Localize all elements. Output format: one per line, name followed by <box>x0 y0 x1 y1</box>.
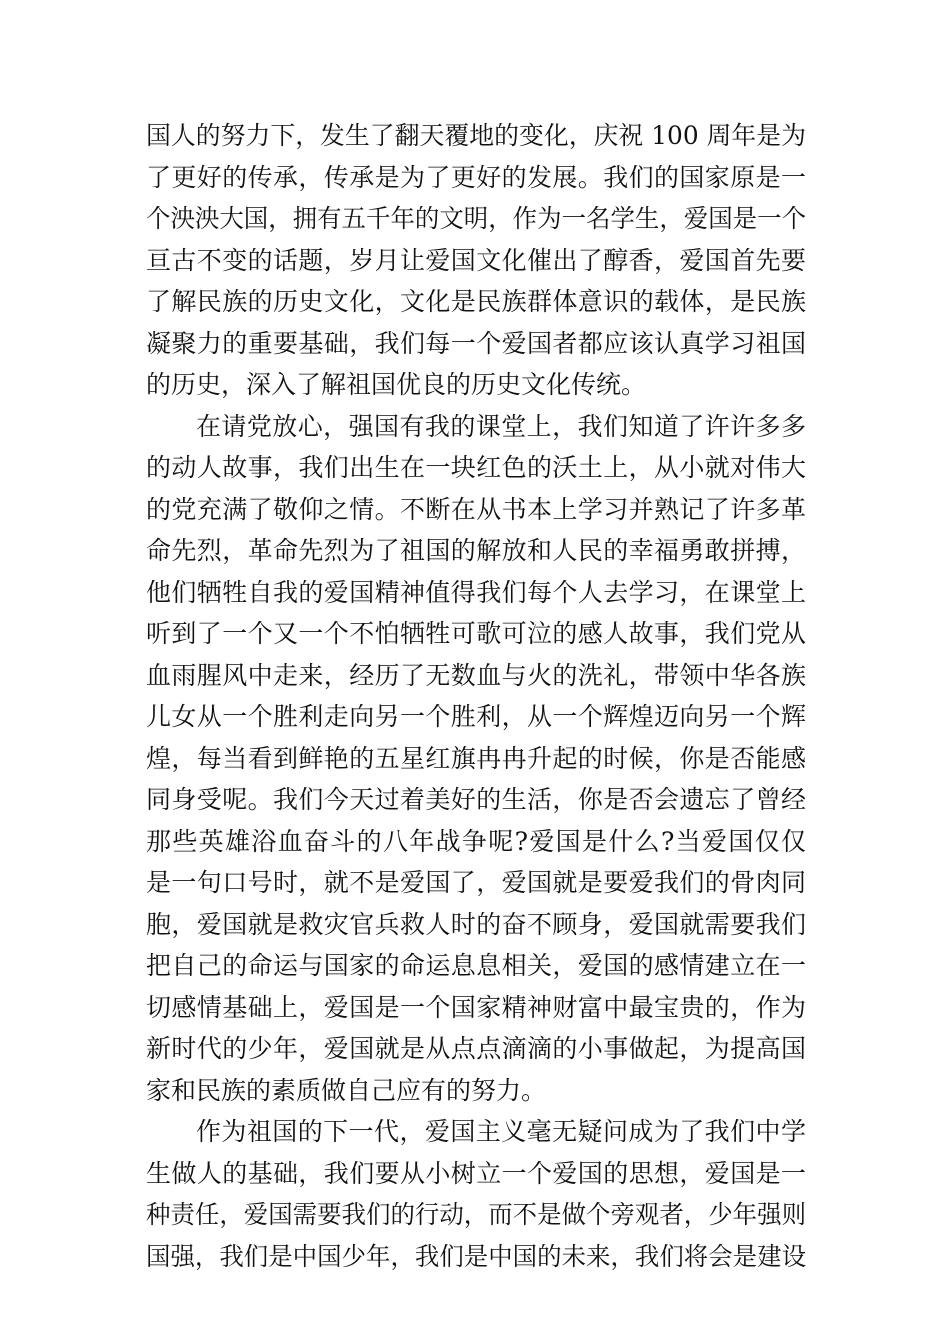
text-line: 国人的努力下，发生了翻天覆地的变化，庆祝 100 周年是为 <box>146 121 807 150</box>
text-line: 他们牺牲自我的爱国精神值得我们每个人去学习，在课堂上 <box>146 577 806 607</box>
text-line: 胞，爱国就是救灾官兵救人时的奋不顾身，爱国就需要我们 <box>146 909 806 939</box>
text-line: 家和民族的素质做自己应有的努力。 <box>146 1075 547 1105</box>
text-line: 的动人故事，我们出生在一块红色的沃土上，从小就对伟大 <box>146 453 806 482</box>
body-text <box>146 115 806 1277</box>
text-line: 血雨腥风中走来，经历了无数血与火的洗礼，带领中华各族 <box>146 660 806 690</box>
text-line: 是一句口号时，就不是爱国了，爱国就是要爱我们的骨肉同 <box>146 868 806 897</box>
text-line: 命先烈，革命先烈为了祖国的解放和人民的幸福勇敢拼搏， <box>146 536 806 565</box>
text-line: 凝聚力的重要基础，我们每一个爱国者都应该认真学习祖国 <box>146 328 806 358</box>
text-line: 了解民族的历史文化，文化是民族群体意识的载体，是民族 <box>146 287 806 316</box>
paragraph-first-line: 作为祖国的下一代，爱国主义毫无疑问成为了我们中学 <box>196 1117 806 1146</box>
text-line: 亘古不变的话题，岁月让爱国文化催出了醇香，爱国首先要 <box>146 245 806 275</box>
paragraph-first-line: 在请党放心，强国有我的课堂上，我们知道了许许多多 <box>196 411 806 441</box>
text-line: 听到了一个又一个不怕牺牲可歌可泣的感人故事，我们党从 <box>146 619 806 648</box>
text-line: 个泱泱大国，拥有五千年的文明，作为一名学生，爱国是一个 <box>146 204 807 233</box>
text-line: 同身受呢。我们今天过着美好的生活，你是否会遗忘了曾经 <box>146 785 806 814</box>
text-line: 儿女从一个胜利走向另一个胜利，从一个辉煌迈向另一个辉 <box>146 702 806 731</box>
text-line: 生做人的基础，我们要从小树立一个爱国的思想，爱国是一 <box>146 1158 806 1188</box>
text-line: 那些英雄浴血奋斗的八年战争呢?爱国是什么?当爱国仅仅 <box>146 826 806 856</box>
text-line: 切感情基础上，爱国是一个国家精神财富中最宝贵的，作为 <box>146 992 806 1022</box>
text-line: 的历史，深入了解祖国优良的历史文化传统。 <box>146 370 647 399</box>
text-line: 煌，每当看到鲜艳的五星红旗冉冉升起的时候，你是否能感 <box>146 743 806 773</box>
text-line: 的党充满了敬仰之情。不断在从书本上学习并熟记了许多革 <box>146 494 806 524</box>
text-line: 种责任，爱国需要我们的行动，而不是做个旁观者，少年强则 <box>146 1200 807 1229</box>
text-line: 把自己的命运与国家的命运息息相关，爱国的感情建立在一 <box>146 951 806 980</box>
text-line: 了更好的传承，传承是为了更好的发展。我们的国家原是一 <box>146 162 806 192</box>
text-line: 新时代的少年，爱国就是从点点滴滴的小事做起，为提高国 <box>146 1034 806 1063</box>
text-line: 国强，我们是中国少年，我们是中国的未来，我们将会是建设 <box>146 1241 807 1271</box>
